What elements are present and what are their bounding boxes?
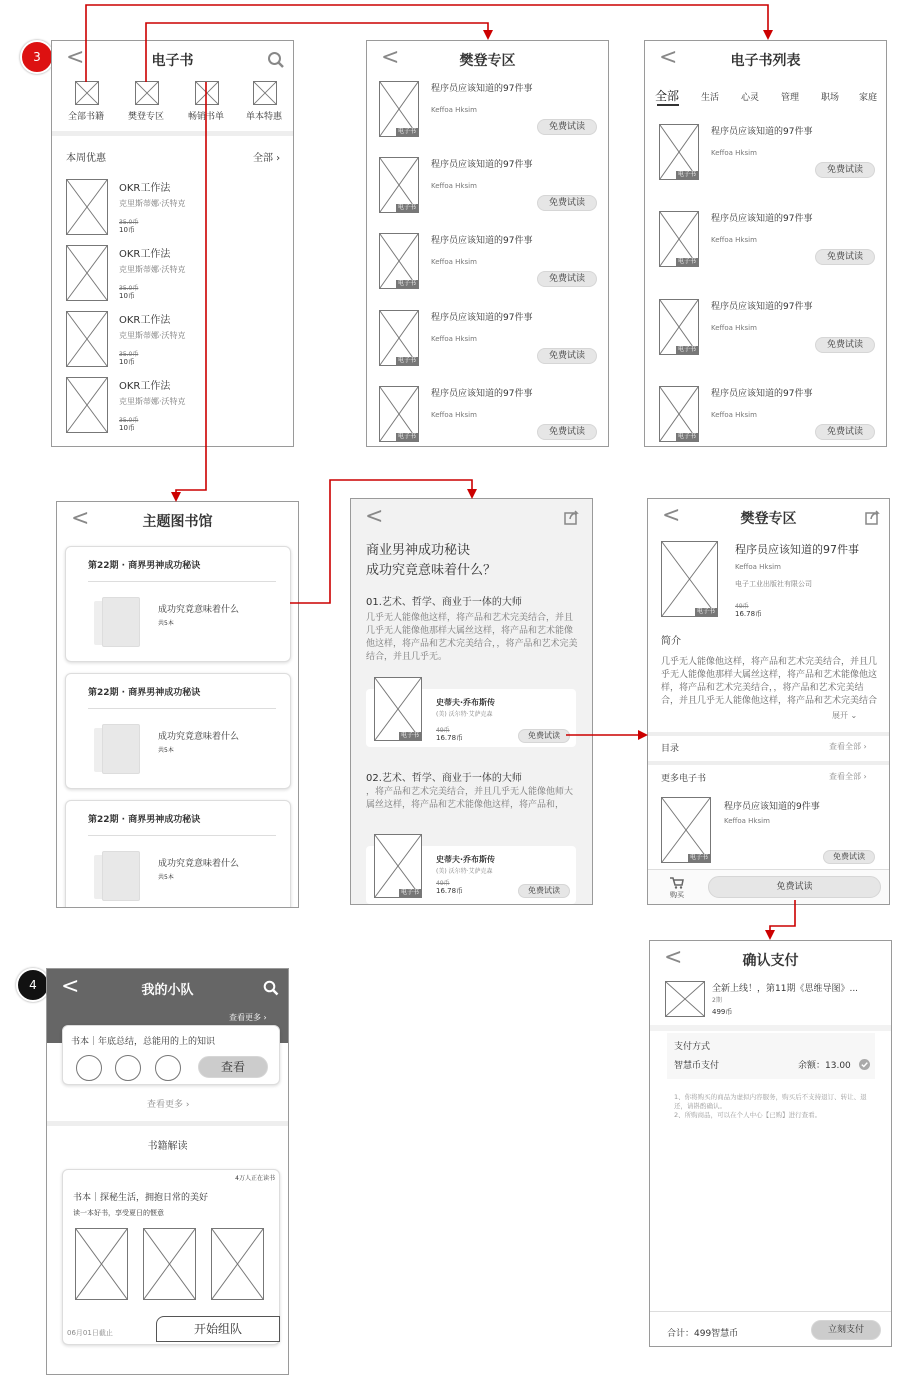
- free-trial-button[interactable]: 免费试读: [518, 884, 570, 898]
- price: 10币: [119, 292, 135, 300]
- old-price: 49币: [735, 603, 749, 610]
- category-icon[interactable]: [75, 81, 99, 105]
- book-cover: [659, 211, 699, 267]
- price: 10币: [119, 424, 135, 432]
- book-title: 程序员应该知道的97件事: [431, 160, 533, 170]
- more-books-label: 更多电子书: [661, 774, 707, 784]
- section-title: 书籍解读: [147, 1141, 188, 1152]
- purchase-notes: [674, 1093, 868, 1120]
- tab-indicator: [657, 104, 679, 106]
- book-cover: [374, 677, 422, 741]
- intro-text: 几乎无人能像他这样，将产品和艺术完美结合，并且几乎无人能像他那样大属丝这样，将产品和艺术能像他这样，将产品和艺术完美结合，，将产品和艺术完美结合，并且几乎无人能像他这样，将产品和艺术完美结合: [661, 657, 878, 706]
- book-cover: [379, 157, 419, 213]
- book-author: Keffoa Hksim: [711, 324, 757, 332]
- back-button[interactable]: <: [365, 504, 384, 529]
- product-title: 全新上线！，第11期《思维导图》...: [712, 984, 859, 994]
- screen-book-detail: [647, 498, 890, 905]
- article-title-line1: 商业男神成功秘诀: [366, 543, 471, 558]
- book-title: OKR工作法: [119, 183, 171, 194]
- card-title: 书本｜探秘生活，拥抱日常的美好: [73, 1193, 209, 1203]
- book-title: 程序员应该知道的97件事: [431, 84, 533, 94]
- wallet-option[interactable]: 智慧币支付: [674, 1061, 720, 1071]
- free-trial-button[interactable]: 免费试读: [537, 119, 597, 135]
- search-icon[interactable]: [267, 51, 285, 69]
- book-author: 克里斯蒂娜·沃特克: [119, 199, 186, 208]
- book-title: 程序员应该知道的97件事: [431, 389, 533, 399]
- book-cover: [379, 81, 419, 137]
- page-title: 樊登专区: [459, 53, 516, 69]
- price: 10币: [119, 226, 135, 234]
- member-avatar[interactable]: [115, 1055, 141, 1081]
- balance-text: 余额：13.00: [798, 1061, 851, 1071]
- book-cover: [661, 541, 718, 617]
- book-cover: [143, 1228, 196, 1300]
- back-button[interactable]: <: [381, 45, 400, 70]
- card-subtitle: 读一本好书，享受夏日的惬意: [73, 1209, 164, 1217]
- book-author: 克里斯蒂娜·沃特克: [119, 331, 186, 340]
- page-title: 樊登专区: [740, 511, 797, 527]
- book-title: 程序员应该知道的97件事: [711, 389, 813, 399]
- search-icon[interactable]: [263, 980, 279, 996]
- book-title: OKR工作法: [119, 381, 171, 392]
- book-stack-icon: [102, 851, 140, 901]
- page-title: 电子书: [151, 53, 194, 69]
- theme-card[interactable]: [65, 673, 291, 789]
- cover-tag: 电子书: [677, 171, 696, 178]
- cover-tag: 电子书: [677, 346, 696, 353]
- category-label[interactable]: 畅销书单: [188, 112, 225, 122]
- paragraph-2: ，将产品和艺术完美结合，并且几乎无人能像他师大属丝这样，将产品和艺术能像他这样，将产品和，: [366, 787, 574, 810]
- total-amount: 合计：499智慧币: [667, 1329, 739, 1339]
- old-price: 49币: [436, 880, 450, 887]
- book-author: Keffoa Hksim: [431, 335, 477, 343]
- book-cover: [659, 386, 699, 442]
- back-button[interactable]: <: [66, 45, 85, 70]
- category-icon[interactable]: [195, 81, 219, 105]
- free-trial-button[interactable]: 免费试读: [537, 271, 597, 287]
- bottom-bar: [648, 869, 889, 905]
- book-cover: [75, 1228, 128, 1300]
- book-count: 共5本: [158, 747, 174, 754]
- book-title: 程序员应该知道的9件事: [724, 802, 820, 812]
- divider: [648, 761, 889, 765]
- divider: [88, 581, 276, 582]
- section-title: 本周优惠: [66, 153, 106, 164]
- period-title: 第22期 · 商界男神成功秘诀: [88, 815, 201, 825]
- member-avatar[interactable]: [155, 1055, 181, 1081]
- category-label[interactable]: 单本特惠: [246, 112, 283, 122]
- view-more-link[interactable]: 查看更多 ›: [147, 1100, 190, 1110]
- screen-my-team: [46, 968, 289, 1375]
- product-thumbnail: [665, 981, 705, 1017]
- screen-library: [56, 501, 299, 908]
- note-2: 2、所购商品，可以在个人中心【已购】进行查看。: [674, 1111, 822, 1119]
- view-button[interactable]: 查看: [198, 1056, 268, 1078]
- book-author: 克里斯蒂娜·沃特克: [119, 397, 186, 406]
- old-price: 49币: [436, 727, 450, 734]
- book-cover: [659, 124, 699, 180]
- old-price: 35.0币: [119, 351, 139, 358]
- screen-article: [350, 498, 593, 905]
- old-price: 35.0币: [119, 219, 139, 226]
- book-cover: [374, 834, 422, 898]
- cart-icon[interactable]: [670, 877, 684, 889]
- tab-manage[interactable]: 管理: [781, 93, 800, 103]
- old-price: 35.0币: [119, 417, 139, 424]
- tab-career[interactable]: 职场: [821, 93, 840, 103]
- back-button[interactable]: <: [61, 974, 80, 999]
- book-title: 史蒂夫·乔布斯传: [436, 698, 496, 707]
- book-cover: [66, 245, 108, 301]
- view-more-top[interactable]: 查看更多 ›: [229, 1013, 267, 1022]
- free-trial-button[interactable]: 免费试读: [823, 850, 875, 864]
- book-cover: [379, 386, 419, 442]
- book-title: 程序员应该知道的97件事: [711, 127, 813, 137]
- divider: [52, 131, 293, 136]
- book-author: Keffoa Hksim: [431, 182, 477, 190]
- book-title: OKR工作法: [119, 249, 171, 260]
- book-title: OKR工作法: [119, 315, 171, 326]
- book-cover: [66, 179, 108, 235]
- share-icon[interactable]: [564, 509, 580, 525]
- book-author: Keffoa Hksim: [724, 817, 770, 825]
- screen-ebook: [51, 40, 294, 447]
- cover-tag: 电子书: [400, 889, 419, 896]
- note-1: 1、你将购买的商品为虚拟内容服务，购买后不支持退订、转让、退还，请斟酌确认。: [674, 1093, 867, 1110]
- screen-fandeng: [366, 40, 609, 447]
- book-cover: [66, 311, 108, 367]
- period-title: 第22期 · 商界男神成功秘诀: [88, 561, 201, 571]
- cover-tag: 电子书: [397, 128, 416, 135]
- free-trial-button[interactable]: 免费试读: [518, 729, 570, 743]
- book-title: 程序员应该知道的97件事: [711, 302, 813, 312]
- free-trial-button[interactable]: 免费试读: [537, 348, 597, 364]
- book-stack-icon: [102, 724, 140, 774]
- step-badge-3: 3: [20, 40, 54, 74]
- book-title: 程序员应该知道的97件事: [711, 214, 813, 224]
- expand-link[interactable]: 展开 ⌄: [832, 711, 858, 720]
- cover-tag: 电子书: [677, 433, 696, 440]
- book-author: Keffoa Hksim: [431, 411, 477, 419]
- book-title: 程序员应该知道的97件事: [431, 236, 533, 246]
- book-author: Keffoa Hksim: [431, 106, 477, 114]
- back-button[interactable]: <: [659, 45, 678, 70]
- step-badge-4: 4: [16, 968, 50, 1002]
- cover-tag: 电子书: [397, 433, 416, 440]
- page-title: 我的小队: [141, 983, 194, 998]
- cover-tag: 电子书: [677, 258, 696, 265]
- view-all-link[interactable]: 全部 ›: [253, 153, 281, 164]
- tab-mind[interactable]: 心灵: [741, 93, 760, 103]
- book-cover: [379, 233, 419, 289]
- book-author: Keffoa Hksim: [431, 258, 477, 266]
- period-title: 第22期 · 商界男神成功秘诀: [88, 688, 201, 698]
- book-count: 共5本: [158, 874, 174, 881]
- book-author: (美) 沃尔特·艾萨克森: [436, 868, 493, 875]
- back-button[interactable]: <: [664, 945, 683, 970]
- toc-label[interactable]: 目录: [661, 744, 680, 754]
- screen-ebook-list: [644, 40, 887, 447]
- book-card[interactable]: [366, 846, 576, 904]
- page-title: 主题图书馆: [142, 514, 213, 530]
- payment-method-label: 支付方式: [674, 1042, 711, 1052]
- cover-tag: 电子书: [397, 204, 416, 211]
- book-title: 成功究竟意味着什么: [158, 605, 240, 615]
- free-read-button[interactable]: 免费试读: [708, 876, 881, 898]
- divider: [88, 835, 276, 836]
- category-label[interactable]: 樊登专区: [128, 112, 165, 122]
- book-author: 克里斯蒂娜·沃特克: [119, 265, 186, 274]
- check-circle-icon[interactable]: [859, 1059, 870, 1070]
- book-title: 程序员应该知道的97件事: [431, 313, 533, 323]
- card-title: 书本｜年底总结，总能用的上的知识: [71, 1037, 216, 1047]
- pay-now-button[interactable]: 立刻支付: [811, 1320, 881, 1340]
- price: 16.78币: [436, 734, 464, 742]
- payment-method-box: [667, 1033, 875, 1079]
- tab-family[interactable]: 家庭: [859, 93, 878, 103]
- book-cover: [659, 299, 699, 355]
- readers-badge: 4万人正在读书: [235, 1175, 275, 1182]
- paragraph-1: 几乎无人能像他这样，将产品和艺术完美结合，并且几乎无人能像他那样大属丝这样，将产品和艺术能像他这样，将产品和艺术完美结合，，将产品和艺术完美结合，并且几乎无。: [366, 613, 578, 662]
- divider: [47, 1121, 288, 1126]
- book-count: 共5本: [158, 620, 174, 627]
- page-title: 确认支付: [742, 953, 799, 969]
- cover-tag: 电子书: [397, 357, 416, 364]
- book-cover: [66, 377, 108, 433]
- theme-card[interactable]: [65, 800, 291, 908]
- book-cover: [211, 1228, 264, 1300]
- section-heading-1: 01.艺术、哲学、商业于一体的大师: [366, 597, 522, 608]
- category-icon[interactable]: [135, 81, 159, 105]
- cover-tag: 电子书: [689, 854, 708, 861]
- category-label[interactable]: 全部书籍: [68, 112, 105, 122]
- divider: [650, 1025, 891, 1031]
- reading-card: [62, 1169, 280, 1345]
- book-author: Keffoa Hksim: [711, 411, 757, 419]
- deadline: 06月01日截止: [67, 1329, 113, 1337]
- divider: [648, 732, 889, 736]
- free-trial-button[interactable]: 免费试读: [815, 162, 875, 178]
- team-card: [62, 1025, 280, 1085]
- book-title: 程序员应该知道的97件事: [735, 543, 859, 556]
- category-icon[interactable]: [253, 81, 277, 105]
- price: 16.78币: [436, 887, 464, 895]
- back-button[interactable]: <: [71, 506, 90, 531]
- free-trial-button[interactable]: 免费试读: [815, 249, 875, 265]
- book-author: Keffoa Hksim: [735, 563, 781, 571]
- screen-confirm-pay: [649, 940, 892, 1347]
- book-stack-icon: [102, 597, 140, 647]
- footer-bar: [650, 1311, 891, 1347]
- publisher: 电子工业出版社有限公司: [735, 580, 812, 588]
- section-heading-2: 02.艺术、哲学、商业于一体的大师: [366, 773, 522, 784]
- book-title: 史蒂夫·乔布斯传: [436, 855, 496, 864]
- book-author: (美) 沃尔特·艾萨克森: [436, 711, 493, 718]
- free-trial-button[interactable]: 免费试读: [537, 424, 597, 440]
- divider: [88, 708, 276, 709]
- cover-tag: 电子书: [397, 280, 416, 287]
- cover-tag: 电子书: [400, 732, 419, 739]
- buy-label[interactable]: 购买: [670, 891, 684, 899]
- price: 10币: [119, 358, 135, 366]
- share-icon[interactable]: [865, 509, 881, 525]
- start-team-button[interactable]: 开始组队: [156, 1316, 280, 1342]
- toc-see-all[interactable]: 查看全部 ›: [829, 742, 867, 751]
- intro-heading: 简介: [661, 636, 681, 647]
- arrow-detail-to-pay: [770, 900, 795, 938]
- page-title: 电子书列表: [730, 53, 801, 69]
- product-price: 499币: [712, 1008, 733, 1016]
- article-title-line2: 成功究竟意味着什么？: [366, 563, 497, 578]
- price: 16.78币: [735, 610, 763, 618]
- theme-card[interactable]: [65, 546, 291, 662]
- free-trial-button[interactable]: 免费试读: [815, 337, 875, 353]
- book-cover: [379, 310, 419, 366]
- free-trial-button[interactable]: 免费试读: [815, 424, 875, 440]
- product-issue: 2期: [712, 997, 722, 1004]
- book-cover: [661, 797, 711, 863]
- book-card[interactable]: [366, 689, 576, 747]
- book-title: 成功究竟意味着什么: [158, 859, 240, 869]
- more-see-all[interactable]: 查看全部 ›: [829, 772, 867, 781]
- book-title: 成功究竟意味着什么: [158, 732, 240, 742]
- book-author: Keffoa Hksim: [711, 236, 757, 244]
- old-price: 35.0币: [119, 285, 139, 292]
- book-author: Keffoa Hksim: [711, 149, 757, 157]
- free-trial-button[interactable]: 免费试读: [537, 195, 597, 211]
- tab-life[interactable]: 生活: [701, 93, 720, 103]
- tab-all[interactable]: 全部: [655, 89, 680, 103]
- member-avatar[interactable]: [76, 1055, 102, 1081]
- cover-tag: 电子书: [696, 608, 715, 615]
- back-button[interactable]: <: [662, 503, 681, 528]
